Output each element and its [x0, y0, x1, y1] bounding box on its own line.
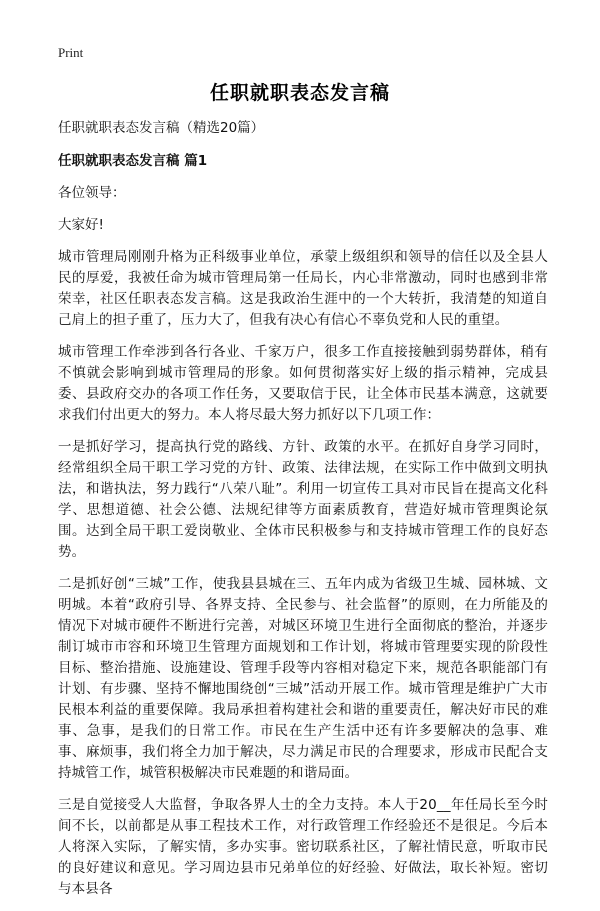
paragraph-5: 三是自觉接受人大监督，争取各界人士的全力支持。本人于20__年任局长至今时间不长，以前都是从事工程技术工作，对行政管理工作经验还不是很足。今后本人将深入实际，了解实情，多办实事。密切联系社区，了解社情民意，听取市民的良好建议和意见。学习周边县市兄弟单位的好经验、好做法，取长补短。密切与本县各 — [58, 797, 548, 897]
print-label: Print — [58, 45, 84, 60]
paragraph-3: 一是抓好学习，提高执行党的路线、方针、政策的水平。在抓好自身学习同时，经常组织全局干职工学习党的方针、政策、法律法规，在实际工作中做到文明执法，和谐执法，努力践行“八荣八耻”。利用一切宣传工具对市民旨在提高文化科学、思想道德、社会公德、法规纪律等方面素质教育，营造好城市管理舆论氛围。达到全局干职工爱岗敬业、全体市民积极参与和支持城市管理工作的良好态势。 — [58, 439, 548, 560]
paragraph-4: 二是抓好创“三城”工作，使我县县城在三、五年内成为省级卫生城、园林城、文明城。本着“政府引导、各界支持、全民参与、社会监督”的原则，在力所能及的情况下对城市硬件不断进行完善，对城区环境卫生进行全面彻底的整治，并逐步制订城市市容和环境卫生管理方面规划和工作计划，将城市管理要实现的阶段性目标、整治措施、设施建设、管理手段等内容相对稳定下来，规范各职能部门有计划、有步骤、坚持不懈地围绕创“三城”活动开展工作。城市管理是维护广大市民根本利益的重要保障。我局承担着构建社会和谐的重要责任，解决好市民的难事、急事，是我们的日常工作。市民在生产生活中还有许多要解决的急事、难事、麻烦事，我们将全力加于解决，尽力满足市民的合理要求，形成市民配合支持城管工作，城管积极解决市民难题的和谐局面。 — [58, 576, 548, 781]
salutation: 各位领导： — [58, 185, 126, 201]
greeting: 大家好! — [58, 217, 104, 233]
document-subtitle: 任职就职表态发言稿（精选20篇） — [58, 120, 265, 136]
document-title: 任职就职表态发言稿 — [209, 82, 390, 104]
document-body — [58, 118, 548, 911]
section-heading: 任职就职表态发言稿 篇1 — [58, 153, 208, 169]
paragraph-1: 城市管理局刚刚升格为正科级事业单位，承蒙上级组织和领导的信任以及全县人民的厚爱，我被任命为城市管理局第一任局长，内心非常激动，同时也感到非常荣幸，社区任职表态发言稿。这是我政治生涯中的一个大转折，我清楚的知道自己肩上的担子重了，压力大了，但我有决心有信心不辜负党和人民的重望。 — [58, 249, 548, 328]
paragraph-2: 城市管理工作牵涉到各行各业、千家万户，很多工作直接接触到弱势群体，稍有不慎就会影响到城市管理局的形象。如何贯彻落实好上级的指示精神，完成县委、县政府交办的各项工作任务，又要取信于民，让全体市民基本满意，这就要求我们付出更大的努力。本人将尽最大努力抓好以下几项工作： — [58, 344, 548, 423]
